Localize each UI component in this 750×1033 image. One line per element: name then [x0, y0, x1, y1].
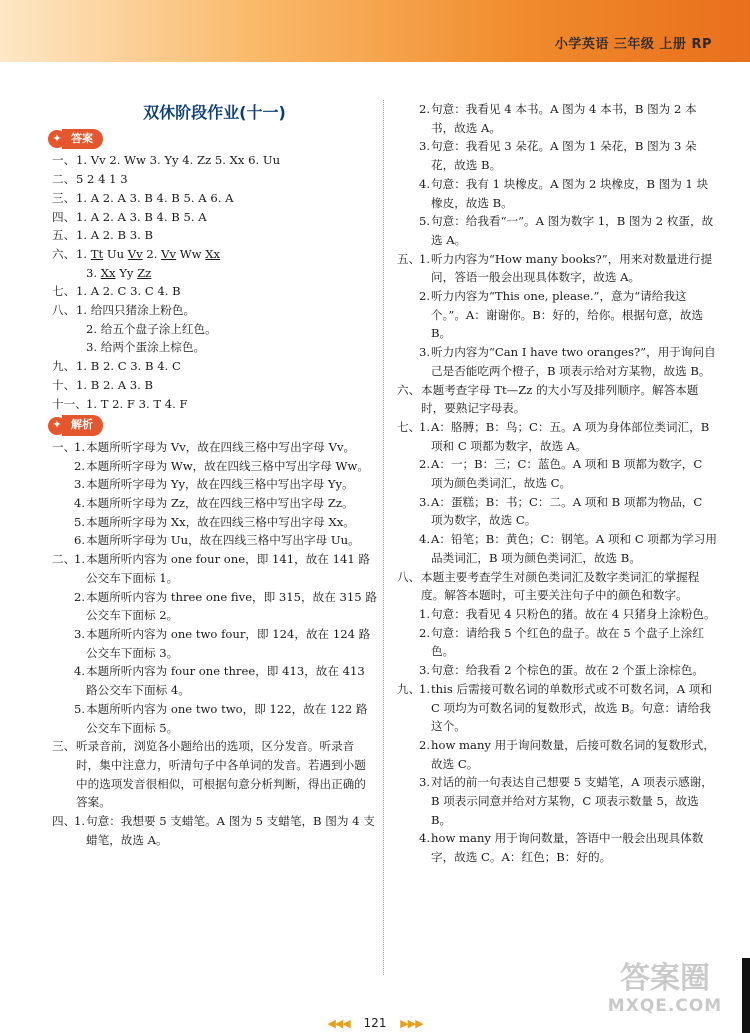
item-text: 1. A 2. A 3. B 4. B 5. A	[76, 209, 207, 224]
item-number: 四、	[52, 814, 76, 829]
section-head	[397, 568, 717, 605]
sub-item	[397, 736, 717, 773]
page-title: 双休阶段作业(十一)	[143, 103, 286, 122]
sub-text: this 后需接可数名词的单数形式或不可数名词，A 项和 C 项均为可数名词的复数形式，故选 B。句意：请给我这个。	[431, 681, 712, 734]
right-arrows-icon: ▶▶▶	[400, 1017, 423, 1030]
star-icon: ✦	[48, 130, 66, 148]
analysis-label: 解析	[62, 415, 103, 436]
sub-number: 1.	[74, 814, 86, 829]
sub-item	[397, 829, 717, 866]
sub-number: 4.	[419, 532, 431, 547]
sub-item	[397, 287, 717, 343]
sub-item	[397, 455, 717, 492]
sub-number: 3.	[419, 345, 431, 360]
item-number: 十一、	[52, 396, 87, 411]
sub-number: 5.	[74, 701, 86, 716]
sub-number: 3.	[419, 139, 431, 154]
q6-text: 1.	[76, 246, 91, 261]
page-edge	[742, 958, 750, 1033]
sub-text: 本题所听内容为 three one five，即 315，故在 315 路公交车下面标 2。	[86, 589, 377, 623]
sub-item	[397, 212, 717, 249]
item-number: 一、	[52, 153, 76, 168]
answer-row	[52, 376, 377, 395]
sub-item	[52, 588, 377, 625]
sub-item	[397, 175, 717, 212]
item-number: 七、	[397, 419, 421, 434]
item-number: 九、	[397, 681, 421, 696]
sub-text: A：一；B：三；C：蓝色。A 项和 B 项都为数字，C 项为颜色类词汇，故选 C。	[431, 457, 703, 491]
q6-text: 2.	[142, 246, 162, 261]
sub-number: 1.	[419, 419, 431, 434]
sub-text: 句意：请给我 5 个红色的盘子。故在 5 个盘子上涂红色。	[431, 625, 704, 659]
sub-item	[397, 493, 717, 530]
sub-text: 句意：我看见 3 朵花。A 图为 1 朵花，B 图为 3 朵花，故选 B。	[431, 139, 697, 173]
sub-number: 1.	[419, 681, 431, 696]
header-banner	[0, 0, 750, 62]
sub-item	[397, 680, 717, 736]
answers-label: 答案	[62, 129, 103, 150]
left-analysis-block	[52, 438, 377, 849]
q6-text: Ww	[176, 246, 206, 261]
analysis-section	[397, 568, 717, 680]
item-text: 1. B 2. C 3. B 4. C	[76, 359, 181, 374]
sub-item	[52, 700, 377, 737]
item-number: 二、	[52, 172, 76, 187]
underlined-letter: Zz	[137, 265, 152, 280]
underlined-letter: Vv	[127, 246, 143, 261]
right-analysis-continued	[397, 100, 717, 250]
sub-number: 3.	[419, 775, 431, 790]
answer-row	[52, 170, 377, 189]
sub-text: 句意：我有 1 块橡皮。A 图为 2 块橡皮，B 图为 1 块橡皮，故选 B。	[431, 176, 709, 210]
item-number: 四、	[52, 209, 76, 224]
book-title: 小学英语 三年级 上册 RP	[554, 37, 712, 52]
sub-text: 本题所听字母为 Vv，故在四线三格中写出字母 Vv。	[86, 439, 356, 454]
sub-text: 听力内容为“This one, please.”，意为“请给我这个。”。A：谢谢你。B：好的，给你。根据句意，故选 B。	[431, 289, 704, 341]
item-number: 三、	[52, 739, 76, 754]
item-text: 5 2 4 1 3	[76, 172, 128, 187]
sub-number: 3.	[74, 477, 86, 492]
answer-row	[52, 357, 377, 376]
section-head	[397, 680, 717, 736]
answer-row	[52, 282, 377, 301]
item-number: 九、	[52, 359, 76, 374]
right-column	[397, 100, 717, 867]
sub-text: 本题所听内容为 one four one，即 141，故在 141 路公交车下面标 1。	[86, 552, 370, 585]
item-text: 1. A 2. A 3. B 4. B 5. A 6. A	[76, 190, 234, 205]
item-text: 1. B 2. A 3. B	[76, 377, 154, 392]
section-head	[397, 381, 717, 418]
sub-text: 本题所听字母为 Ww，故在四线三格中写出字母 Ww。	[86, 458, 369, 473]
sub-text: 听力内容为“Can I have two oranges?”，用于询问自己是否能吃两个橙子，B 项表示给对方某物，故选 B。	[431, 345, 716, 378]
sub-text: 对话的前一句表达自己想要 5 支蜡笔，A 项表示感谢，B 项表示同意并给对方某物，C 项表示数量 5，故选 B。	[431, 775, 713, 827]
sub-number: 1.	[419, 606, 431, 621]
item-text: 听录音前，浏览各小题给出的选项，区分发音。听录音时，集中注意力，听清句子中各单词的发音。若遇到小题中的选项发音很相似，可根据句意分析判断，得出正确的答案。	[76, 739, 366, 810]
sub-item	[52, 438, 377, 457]
column-divider	[383, 100, 384, 975]
answer-row	[52, 189, 377, 208]
sub-number: 3.	[419, 494, 431, 509]
item-number: 三、	[52, 190, 76, 205]
item-number: 六、	[52, 246, 76, 261]
analysis-section	[397, 250, 717, 381]
sub-text: 句意：我想要 5 支蜡笔。A 图为 5 支蜡笔，B 图为 4 支蜡笔，故选 A。	[86, 814, 375, 847]
sub-text: 本题所听内容为 one two two，即 122，故在 122 路公交车下面标 5。	[86, 701, 368, 735]
star-icon: ✦	[48, 417, 66, 435]
sub-number: 2.	[419, 737, 431, 752]
item-number: 八、	[397, 569, 421, 584]
sub-text: A：铅笔；B：黄色；C：钢笔。A 项和 C 项都为学习用品类词汇，B 项为颜色类词汇，故选 B。	[431, 532, 717, 565]
item-number: 六、	[397, 382, 421, 397]
sub-item	[52, 531, 377, 550]
sub-number: 1.	[74, 439, 86, 454]
sub-number: 6.	[74, 533, 86, 548]
answer-sub: 2. 给五个盘子涂上红色。	[86, 321, 217, 336]
watermark	[590, 962, 740, 1028]
sub-item	[52, 550, 377, 587]
analysis-section	[52, 737, 377, 812]
sub-item	[397, 661, 717, 680]
underlined-letter: Xx	[100, 265, 116, 280]
sub-text: A：胳膊；B：鸟；C：五。A 项为身体部位类词汇，B 项和 C 项都为数字，故选 A。	[431, 419, 710, 453]
sub-item	[397, 100, 717, 137]
section-head	[52, 812, 377, 849]
analysis-section	[52, 812, 377, 849]
left-arrows-icon: ◀◀◀	[327, 1017, 350, 1030]
section-head	[397, 418, 717, 455]
sub-number: 4.	[419, 831, 431, 846]
q6-line1	[76, 245, 377, 264]
section-head	[397, 250, 717, 287]
answer-row	[52, 151, 377, 170]
answer-sub: 3. 给两个蛋涂上棕色。	[86, 340, 206, 355]
section-head	[52, 438, 377, 457]
q6-text: 3.	[86, 265, 101, 280]
sub-item	[52, 494, 377, 513]
item-text: 1. A 2. B 3. B	[76, 228, 154, 243]
analysis-section	[397, 418, 717, 568]
sub-item	[52, 662, 377, 699]
sub-number: 4.	[419, 176, 431, 191]
item-number: 五、	[397, 251, 421, 266]
analysis-section	[397, 680, 717, 867]
sub-item	[397, 418, 717, 455]
page-number: 121	[363, 1016, 387, 1030]
sub-number: 5.	[74, 514, 86, 529]
sub-number: 5.	[419, 214, 431, 229]
sub-number: 3.	[419, 663, 431, 678]
q6-text: Uu	[103, 246, 128, 261]
item-number: 一、	[52, 439, 76, 454]
item-text: 本题考查字母 Tt—Zz 的大小写及排列顺序。解答本题时，要熟记字母表。	[421, 382, 699, 416]
sub-text: 句意：我看见 4 只粉色的猪。故在 4 只猪身上涂粉色。	[431, 606, 716, 621]
sub-text: how many 用于询问数量，答语中一般会出现具体数字，故选 C。A：红色；B：好的。	[431, 831, 704, 865]
analysis-section	[52, 438, 377, 550]
sub-item	[397, 624, 717, 661]
sub-text: 本题所听字母为 Yy，故在四线三格中写出字母 Yy。	[86, 477, 354, 492]
answers-tag	[48, 129, 103, 150]
item-number: 五、	[52, 228, 76, 243]
answer-row	[52, 226, 377, 245]
sub-text: A：蛋糕；B：书；C：二。A 项和 B 项都为物品，C 项为数字，故选 C。	[431, 494, 703, 528]
section-head	[52, 550, 377, 587]
left-column	[52, 100, 377, 849]
underlined-letter: Tt	[90, 246, 104, 261]
watermark-line2: MXQE.COM	[607, 996, 723, 1016]
sub-number: 1.	[74, 552, 86, 567]
watermark-line1: 答案圈	[620, 961, 710, 996]
sub-item	[52, 475, 377, 494]
sub-number: 2.	[419, 289, 431, 304]
sub-number: 2.	[419, 625, 431, 640]
sub-number: 2.	[74, 589, 86, 604]
underlined-letter: Vv	[161, 246, 177, 261]
analysis-tag	[48, 415, 103, 436]
sub-item	[397, 773, 717, 829]
item-text: 1. 给四只猪涂上粉色。	[76, 303, 196, 318]
sub-number: 2.	[74, 458, 86, 473]
sub-text: 句意：给我看 2 个棕色的蛋。故在 2 个蛋上涂棕色。	[431, 663, 704, 678]
right-analysis-block	[397, 250, 717, 867]
sub-number: 4.	[74, 664, 86, 679]
answer-row-q6	[52, 245, 377, 282]
sub-text: 本题所听内容为 four one three，即 413，故在 413 路公交车下面标 4。	[86, 664, 365, 698]
sub-item	[397, 137, 717, 174]
sub-item	[52, 812, 377, 849]
sub-number: 1.	[419, 251, 431, 266]
sub-item	[397, 530, 717, 567]
item-text: 1. A 2. C 3. C 4. B	[76, 284, 181, 299]
section-head	[52, 737, 377, 812]
sub-text: 本题所听字母为 Zz，故在四线三格中写出字母 Zz。	[86, 496, 354, 511]
sub-number: 3.	[74, 626, 86, 641]
sub-text: 句意：给我看“一”。A 图为数字 1，B 图为 2 枚蛋，故选 A。	[431, 214, 714, 247]
item-number: 八、	[52, 303, 76, 318]
sub-item	[397, 605, 717, 624]
sub-item	[52, 457, 377, 476]
sub-text: 本题所听字母为 Uu，故在四线三格中写出字母 Uu。	[86, 533, 360, 548]
sub-text: 本题所听字母为 Xx，故在四线三格中写出字母 Xx。	[86, 514, 355, 529]
answer-row	[52, 208, 377, 227]
answer-row	[52, 301, 377, 320]
q6-line2	[76, 264, 377, 283]
sub-number: 4.	[74, 496, 86, 511]
item-text: 1. T 2. F 3. T 4. F	[86, 396, 188, 411]
underlined-letter: Xx	[205, 246, 221, 261]
sub-number: 2.	[419, 457, 431, 472]
analysis-section	[397, 381, 717, 418]
sub-number: 2.	[419, 102, 431, 116]
sub-text: 本题所听内容为 one two four，即 124，故在 124 路公交车下面标 3。	[86, 626, 371, 660]
item-text: 1. Vv 2. Ww 3. Yy 4. Zz 5. Xx 6. Uu	[76, 153, 281, 168]
sub-item	[52, 625, 377, 662]
sub-item	[397, 250, 717, 287]
item-number: 七、	[52, 284, 76, 299]
analysis-section	[52, 550, 377, 737]
item-number: 十、	[52, 377, 76, 392]
sub-text: how many 用于询问数量，后接可数名词的复数形式，故选 C。	[431, 737, 715, 771]
q6-text: Yy	[115, 265, 138, 280]
answer-row	[52, 395, 377, 414]
sub-item	[52, 513, 377, 532]
answers-block	[52, 151, 377, 413]
sub-item	[397, 343, 717, 380]
item-number: 二、	[52, 552, 76, 567]
item-text: 本题主要考查学生对颜色类词汇及数字类词汇的掌握程度。解答本题时，可主要关注句子中的颜色和数字。	[421, 569, 700, 603]
sub-text: 句意：我看见 4 本书。A 图为 4 本书，B 图为 2 本书，故选 A。	[431, 102, 697, 135]
sub-text: 听力内容为“How many books?”，用来对数量进行提问，答语一般会出现具体数字，故选 A。	[431, 251, 713, 285]
